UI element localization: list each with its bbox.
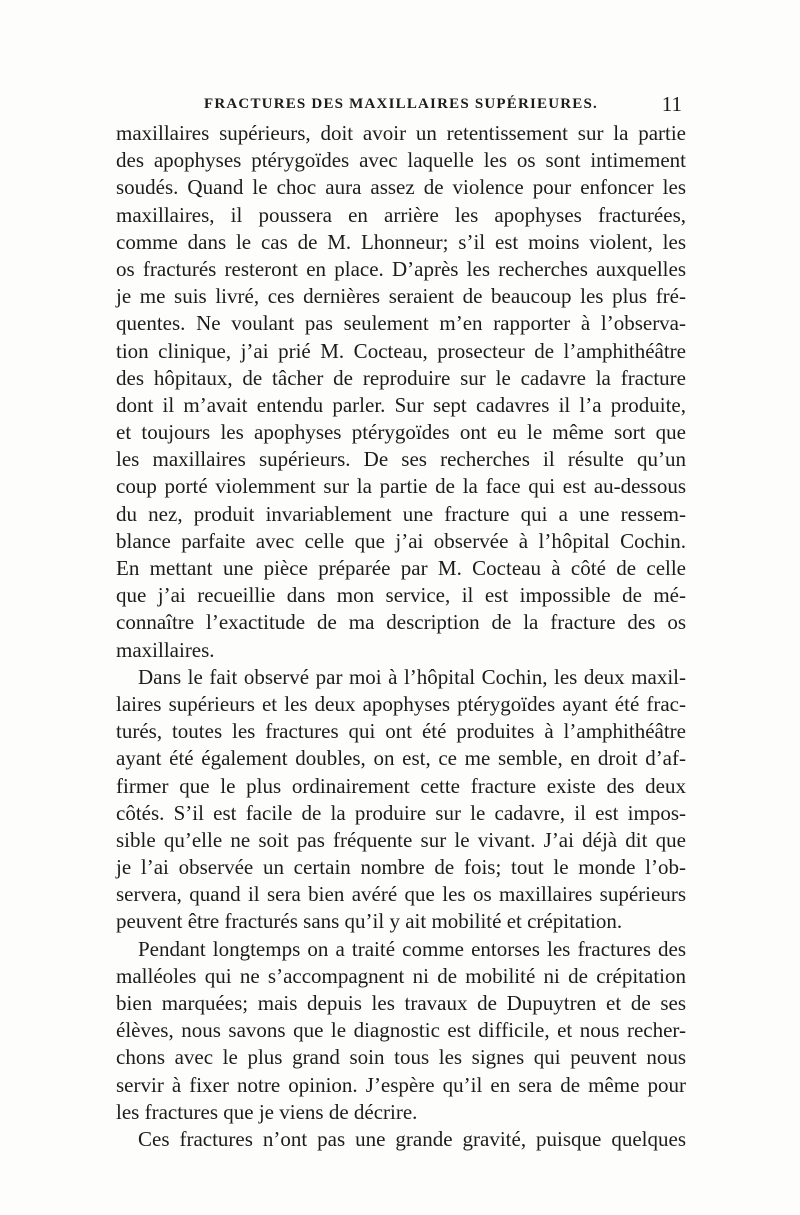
text-line: firmer que le plus ordinairement cette fracture existe des deux	[116, 773, 686, 798]
text-line: maxillaires supérieurs, doit avoir un retentissement sur la partie	[116, 121, 686, 145]
text-line: servera, quand il sera bien avéré que les os maxillaires supérieurs	[116, 882, 686, 907]
text-line: ayant été également doubles, on est, ce me semble, en droit d’af-	[116, 746, 686, 771]
text-line: côtés. S’il est facile de la produire sur le cadavre, il est impos-	[116, 800, 686, 825]
text-line: des hôpitaux, de tâcher de reproduire sur le cadavre la fracture	[116, 365, 686, 390]
text-line: coup porté violemment sur la partie de la face qui est au-dessous	[116, 474, 686, 499]
text-line: malléoles qui ne s’accompagnent ni de mobilité ni de crépitation	[116, 963, 686, 988]
running-head-title: FRACTURES DES MAXILLAIRES SUPÉRIEURES.	[204, 96, 599, 112]
text-line: servir à fixer notre opinion. J’espère qu’il en sera de même pour	[116, 1072, 686, 1097]
text-line: peuvent être fracturés sans qu’il y ait mobilité et crépitation.	[116, 909, 623, 934]
text-line: maxillaires, il poussera en arrière les apophyses fracturées,	[116, 202, 686, 227]
text-line: laires supérieurs et les deux apophyses ptérygoïdes ayant été frac-	[116, 691, 686, 716]
text-line: maxillaires.	[116, 637, 215, 662]
text-line: chons avec le plus grand soin tous les signes qui peuvent nous	[116, 1045, 686, 1070]
paragraph-start-line: Dans le fait observé par moi à l’hôpital Cochin, les deux maxil-	[138, 664, 686, 689]
text-line: je me suis livré, ces dernières seraient de beaucoup les plus fré-	[116, 284, 686, 309]
text-line: élèves, nous savons que le diagnostic est difficile, et nous recher-	[116, 1018, 686, 1043]
text-line: En mettant une pièce préparée par M. Cocteau à côté de celle	[116, 556, 686, 580]
text-line: connaître l’exactitude de ma description de la fracture des os	[116, 610, 686, 635]
text-line: et toujours les apophyses ptérygoïdes ont eu le même sort que	[116, 420, 686, 445]
text-line: bien marquées; mais depuis les travaux de Dupuytren et de ses	[116, 991, 686, 1015]
text-line: turés, toutes les fractures qui ont été produites à l’amphithéâtre	[116, 719, 686, 744]
running-head	[116, 92, 682, 120]
text-line: que j’ai recueillie dans mon service, il est impossible de mé-	[116, 583, 686, 608]
text-line: des apophyses ptérygoïdes avec laquelle les os sont intimement	[116, 148, 686, 173]
text-line: comme dans le cas de M. Lhonneur; s’il est moins violent, les	[116, 229, 686, 254]
text-line: sible qu’elle ne soit pas fréquente sur le vivant. J’ai déjà dit que	[116, 827, 686, 852]
paragraph-start-line: Ces fractures n’ont pas une grande gravité, puisque quelques	[138, 1126, 686, 1151]
page-number: 11	[661, 92, 682, 116]
text-line: les fractures que je viens de décrire.	[116, 1099, 418, 1124]
text-line: je l’ai observée un certain nombre de fois; tout le monde l’ob-	[116, 855, 686, 880]
text-line: dont il m’avait entendu parler. Sur sept cadavres il l’a produite,	[116, 392, 686, 417]
text-line: tion clinique, j’ai prié M. Cocteau, prosecteur de l’amphithéâtre	[116, 338, 686, 363]
text-line: du nez, produit invariablement une fracture qui a une ressem-	[116, 501, 686, 526]
text-line: os fracturés resteront en place. D’après les recherches auxquelles	[116, 256, 686, 281]
text-line: soudés. Quand le choc aura assez de violence pour enfoncer les	[116, 175, 686, 200]
text-line: blance parfaite avec celle que j’ai observée à l’hôpital Cochin.	[116, 528, 686, 553]
body-text	[116, 120, 686, 1153]
text-line: quentes. Ne voulant pas seulement m’en rapporter à l’observa-	[116, 311, 686, 336]
paragraph-start-line: Pendant longtemps on a traité comme entorses les fractures des	[138, 936, 686, 961]
text-line: les maxillaires supérieurs. De ses recherches il résulte qu’un	[116, 447, 686, 472]
